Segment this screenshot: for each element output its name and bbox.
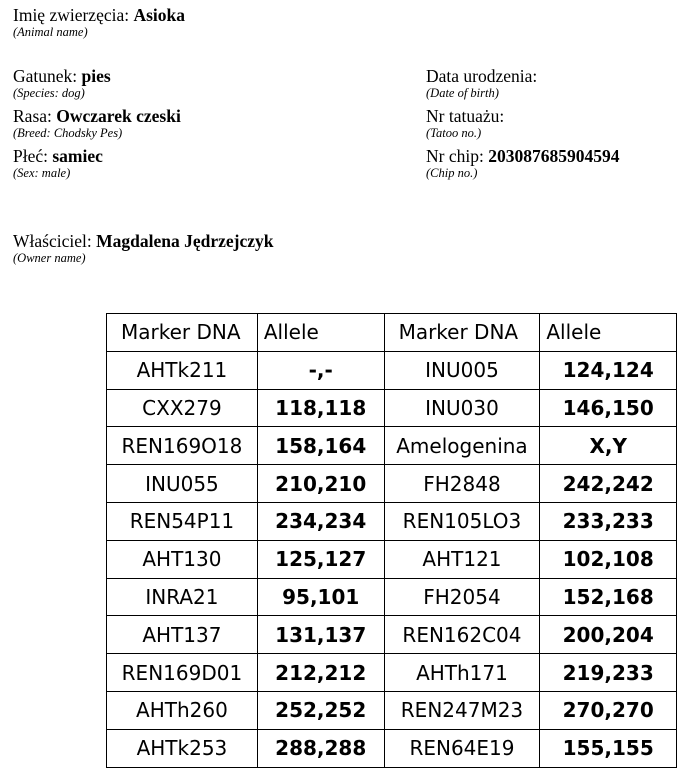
species-label: Gatunek: [13,66,78,86]
allele-cell-left: 234,234 [257,502,384,540]
chip-field [426,146,619,181]
allele-cell-right: 146,150 [540,389,677,427]
marker-cell-left: AHTk211 [107,351,258,389]
allele-cell-right: 124,124 [540,351,677,389]
breed-label: Rasa: [13,106,52,126]
allele-cell-left: 95,101 [257,578,384,616]
table-row [107,502,677,540]
header-allele-2: Allele [540,314,677,352]
sex-field [13,146,103,181]
marker-cell-right: FH2054 [384,578,540,616]
species-translation: (Species: dog) [13,86,85,100]
marker-cell-right: AHT121 [384,540,540,578]
owner-translation: (Owner name) [13,251,86,265]
header-marker-dna-2: Marker DNA [384,314,540,352]
tattoo-translation: (Tatoo no.) [426,126,482,140]
owner-field [13,231,273,266]
animal-name-label: Imię zwierzęcia: [13,5,130,25]
header-allele-1: Allele [257,314,384,352]
animal-name-field [13,5,185,40]
table-row [107,389,677,427]
animal-name-value: Asioka [133,5,186,25]
breed-field [13,106,181,141]
allele-cell-right: X,Y [540,427,677,465]
chip-value: 203087685904594 [488,146,620,166]
owner-label: Właściciel: [13,231,92,251]
marker-cell-left: AHT137 [107,616,258,654]
sex-translation: (Sex: male) [13,166,71,180]
tattoo-field [426,106,504,141]
marker-cell-left: AHT130 [107,540,258,578]
table-row [107,616,677,654]
table-row [107,427,677,465]
allele-cell-left: 125,127 [257,540,384,578]
marker-cell-left: INRA21 [107,578,258,616]
allele-cell-right: 152,168 [540,578,677,616]
allele-cell-right: 102,108 [540,540,677,578]
marker-cell-left: REN169D01 [107,654,258,692]
animal-name-translation: (Animal name) [13,25,88,39]
allele-cell-left: 158,164 [257,427,384,465]
birth-date-translation: (Date of birth) [426,86,499,100]
allele-cell-left: 210,210 [257,465,384,503]
allele-cell-right: 242,242 [540,465,677,503]
allele-cell-left: -,- [257,351,384,389]
allele-cell-left: 288,288 [257,729,384,767]
table-row [107,578,677,616]
table-row [107,691,677,729]
table-row [107,540,677,578]
chip-label: Nr chip: [426,146,484,166]
chip-translation: (Chip no.) [426,166,478,180]
allele-cell-left: 118,118 [257,389,384,427]
table-row [107,654,677,692]
breed-value: Owczarek czeski [56,106,181,126]
table-row [107,729,677,767]
sex-value: samiec [52,146,103,166]
table-row [107,351,677,389]
table-header-row [107,314,677,352]
allele-cell-right: 200,204 [540,616,677,654]
allele-cell-right: 233,233 [540,502,677,540]
marker-cell-right: REN105LO3 [384,502,540,540]
dna-marker-table [106,313,677,768]
marker-cell-right: REN247M23 [384,691,540,729]
table-row [107,465,677,503]
marker-cell-right: INU005 [384,351,540,389]
marker-cell-left: REN54P11 [107,502,258,540]
sex-label: Płeć: [13,146,48,166]
marker-cell-left: CXX279 [107,389,258,427]
allele-cell-left: 131,137 [257,616,384,654]
animal-name-line [13,5,185,25]
birth-date-label: Data urodzenia: [426,66,538,86]
marker-cell-right: Amelogenina [384,427,540,465]
tattoo-label: Nr tatuażu: [426,106,505,126]
marker-cell-left: INU055 [107,465,258,503]
allele-cell-left: 252,252 [257,691,384,729]
marker-cell-right: AHTh171 [384,654,540,692]
allele-cell-right: 270,270 [540,691,677,729]
header-marker-dna-1: Marker DNA [107,314,258,352]
marker-cell-right: REN162C04 [384,616,540,654]
species-value: pies [81,66,111,86]
marker-cell-right: FH2848 [384,465,540,503]
allele-cell-right: 155,155 [540,729,677,767]
marker-cell-left: AHTk253 [107,729,258,767]
species-field [13,66,111,101]
allele-cell-left: 212,212 [257,654,384,692]
marker-cell-left: REN169O18 [107,427,258,465]
marker-cell-left: AHTh260 [107,691,258,729]
marker-cell-right: INU030 [384,389,540,427]
breed-translation: (Breed: Chodsky Pes) [13,126,123,140]
owner-value: Magdalena Jędrzejczyk [96,231,274,251]
allele-cell-right: 219,233 [540,654,677,692]
birth-date-field [426,66,537,101]
marker-cell-right: REN64E19 [384,729,540,767]
